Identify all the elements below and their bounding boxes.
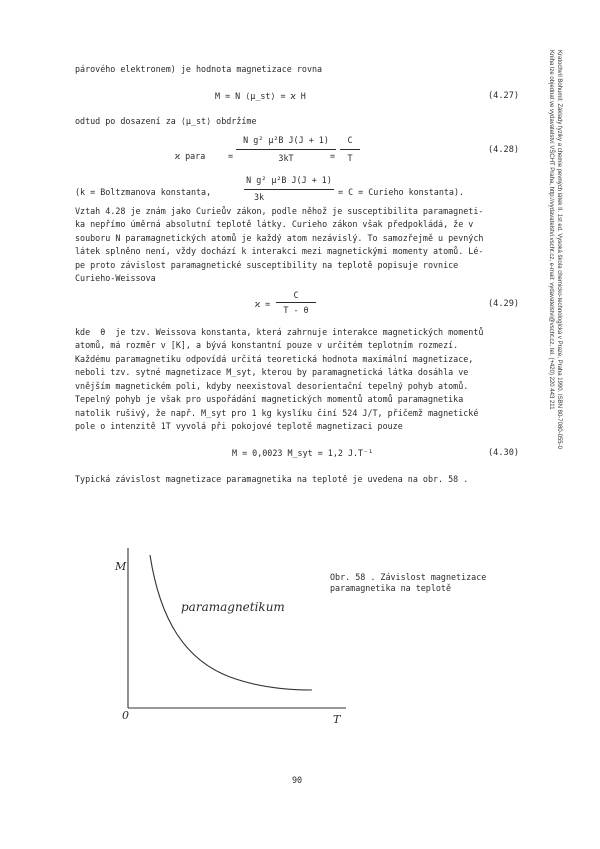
equation-4-28-rhs-denominator: T (347, 153, 353, 163)
paragraph-line: Každému paramagnetiku odpovídá určitá teoretická hodnota maximální magnetizace, (75, 354, 474, 364)
paragraph-line: vnějším magnetickém poli, kdyby neexistoval desorientační tepelný pohyb atomů. (75, 381, 469, 391)
equation-number: (4.30) (488, 448, 520, 458)
paragraph-line: Vztah 4.28 je znám jako Curieův zákon, podle něhož je susceptibilita paramagneti- (75, 206, 484, 216)
paragraph-line: atomů, má rozměr v [K], a bývá konstantní pouze v určitém teplotním rozmezí. (75, 340, 459, 350)
equation-4-29-denominator: T - θ (283, 305, 309, 315)
paragraph-line: natolik rušivý, že např. M_syt pro 1 kg kyslíku činí 524 J/T, přičemž magnetické (75, 408, 479, 418)
text-line: (k = Boltzmanova konstanta, (75, 187, 212, 197)
equation-4-28-numerator: N g² μ²B J(J + 1) (243, 135, 329, 145)
equals-sign: = (330, 151, 336, 161)
citation-line-1: Kratochvíl Bohumil: Základy fyziky a chemie pevných látek II. 1st ed. Vysoká škola chemicko-technologická v Praze, Praha 1990. ISBN 80-7080-055-0 (556, 50, 562, 449)
fraction-bar (340, 149, 360, 150)
citation-line-2: Kniha lze objednat ve vydavatelství VŠCHT Praha, http://vydavatelstvi.vscht.cz, e-mail: vydavatelstvi@vscht.cz, tel. (+420) 220 443 211 (548, 50, 555, 410)
equation-4-29-lhs: ϰ = (255, 299, 271, 309)
paragraph-line: neboli tzv. sytné magnetizace M_syt, kterou by paramagnetická látka dosáhla ve (75, 367, 469, 377)
fraction-bar (244, 189, 334, 190)
equation-4-27: M = N ⟨μ_st⟩ = ϰ H (215, 91, 306, 101)
equals-sign: = (228, 151, 234, 161)
equation-4-29-numerator: C (293, 290, 299, 300)
paragraph-line: Tepelný pohyb je však pro uspořádání magnetických momentů atomů paramagnetika (75, 394, 464, 404)
text-line: odtud po dosazení za ⟨μ_st⟩ obdržíme (75, 116, 257, 126)
curie-constant-numerator: N g² μ²B J(J + 1) (246, 175, 332, 185)
curie-constant-denominator: 3k (253, 192, 265, 202)
x-axis-label: T (333, 713, 341, 726)
y-axis-label: M (115, 560, 127, 573)
page-number: 90 (292, 775, 303, 785)
figure-caption-line-2: paramagnetika na teplotě (330, 583, 452, 593)
fraction-bar (236, 149, 336, 150)
paragraph-line: souboru N paramagnetických atomů je každý atom nezávislý. To samozřejmě u pevných (75, 233, 484, 243)
origin-label: 0 (122, 709, 129, 722)
equation-4-30: M = 0,0023 M_syt = 1,2 J.T⁻¹ (232, 448, 374, 458)
paragraph-line: pe proto závislost paramagnetické susceptibility na teplotě popisuje rovnice (75, 260, 459, 270)
paragraph-line: pole o intenzitě 1T vyvolá při pokojové teplotě magnetizaci pouze (75, 421, 403, 431)
equation-4-28-rhs-numerator: C (347, 135, 353, 145)
citation-sidebar (547, 50, 562, 810)
text-line: = C = Curieho konstanta). (338, 187, 465, 197)
figure-caption-line-1: Obr. 58 . Závislost magnetizace (330, 572, 487, 582)
curve-label: paramagnetikum (181, 600, 285, 614)
magnetization-curve (150, 555, 312, 690)
equation-number: (4.29) (488, 299, 520, 309)
paragraph-line: Curieho-Weissova (75, 273, 156, 283)
paragraph-line: kde θ je tzv. Weissova konstanta, která zahrnuje interakce magnetických momentů (75, 327, 484, 337)
paragraph-line: látek splněno není, vždy dochází k interakci mezi magnetickými momenty atomů. Lé- (75, 246, 484, 256)
paragraph-line: ka nepřímo úměrná absolutní teplotě látky. Curieho zákon však předpokládá, že v (75, 219, 474, 229)
equation-4-28-lhs: ϰ para (175, 151, 206, 161)
fraction-bar (276, 302, 316, 303)
text-line: Typická závislost magnetizace paramagnetika na teplotě je uvedena na obr. 58 . (75, 474, 469, 484)
equation-number: (4.28) (488, 145, 520, 155)
text-line: párového elektronem) je hodnota magnetizace rovna (75, 64, 323, 74)
equation-4-28-denominator: 3kT (278, 153, 294, 163)
equation-number: (4.27) (488, 91, 520, 101)
